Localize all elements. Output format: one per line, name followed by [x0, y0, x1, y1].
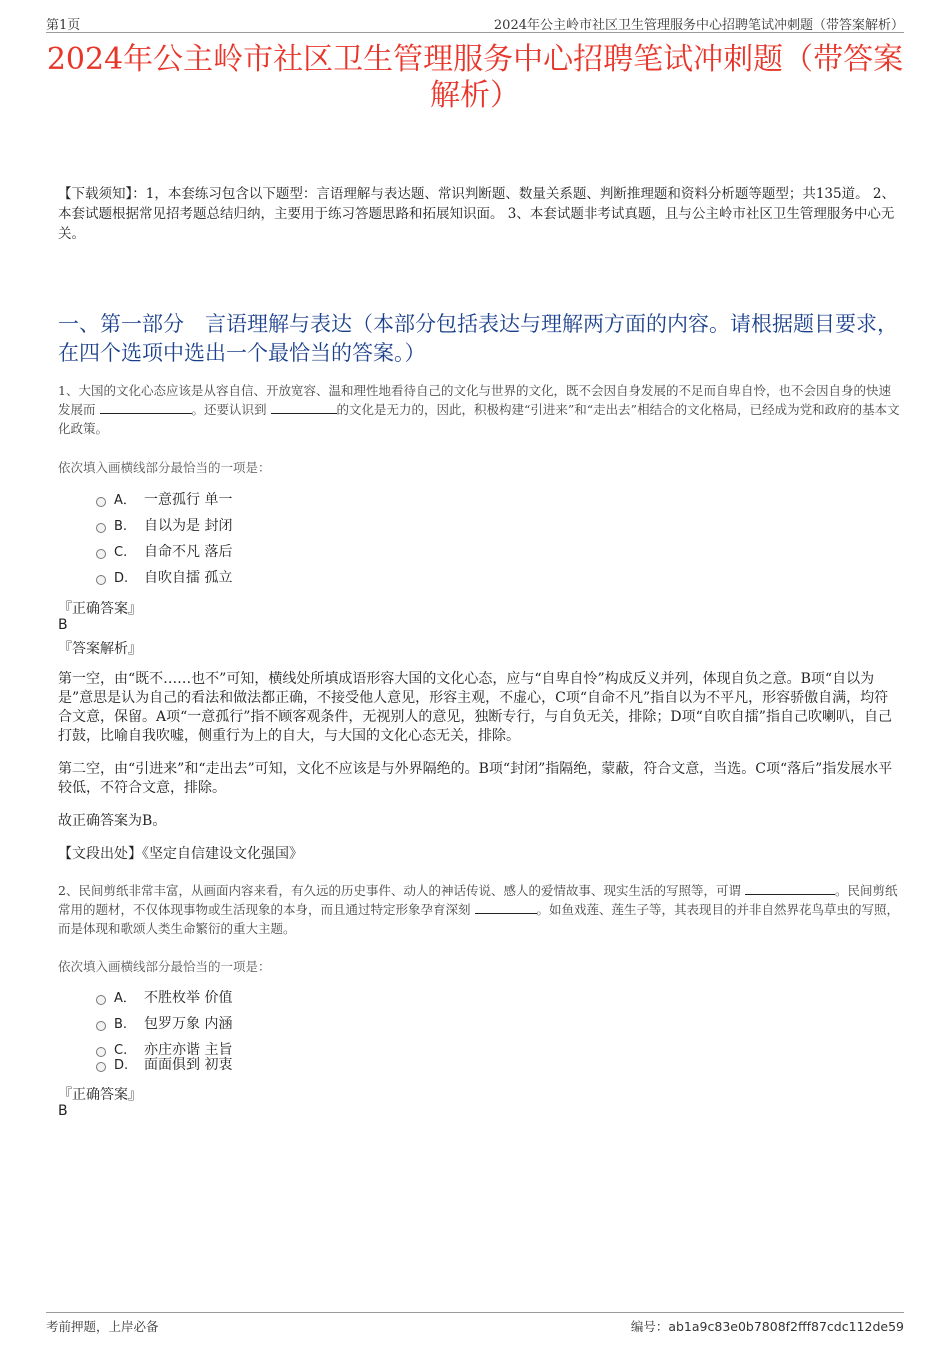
analysis-label: 『答案解析』	[58, 641, 142, 657]
answer-label: 『正确答案』	[58, 1087, 142, 1103]
question-1-option-d[interactable]: D. 自吹自擂 孤立	[96, 568, 232, 588]
question-1-option-b[interactable]: B. 自以为是 封闭	[96, 516, 232, 536]
question-2-option-c[interactable]: C. 亦庄亦谐 主旨	[96, 1040, 232, 1060]
page-footer	[46, 1312, 904, 1335]
analysis-paragraph: 第一空，由“既不……也不”可知，横线处所填成语形容大国的文化心态，应与“自卑自怜”构成反义并列，体现自负之意。B项“自以为是”意思是认为自己的看法和做法都正确，不接受他人意见，形容主观，不虚心，C项“自命不凡”指自以为不平凡，形容骄傲自满，均符合文意，保留。A项“一意孤行”指不顾客观条件，无视别人的意见，独断专行，与自负无关，排除；D项“自吹自擂”指自己吹喇叭，自己打鼓，比喻自我吹嘘，侧重行为上的自大，与大国的文化心态无关，排除。	[58, 671, 892, 744]
download-notice: 【下载须知】：1，本套练习包含以下题型：言语理解与表达题、常识判断题、数量关系题、判断推理题和资料分析题等题型；共135道。 2、本套试题根据常见招考题总结归纳，主要用于练习答题思路和拓展知识面。 3、本套试题非考试真题，且与公主岭市社区卫生管理服务中心无关。	[58, 186, 895, 242]
radio-icon[interactable]	[96, 1062, 106, 1072]
document-code: ab1a9c83e0b7808f2fff87cdc112de59	[668, 1319, 904, 1334]
analysis-conclusion: 故正确答案为B。	[58, 813, 167, 829]
radio-icon[interactable]	[96, 1021, 106, 1031]
question-1-option-a[interactable]: A． 一意孤行 单一	[96, 490, 232, 510]
question-2-option-d[interactable]: D. 面面俱到 初衷	[96, 1055, 232, 1075]
question-2-option-a[interactable]: A． 不胜枚举 价值	[96, 988, 232, 1008]
source-citation: 【文段出处】《坚定自信建设文化强国》	[58, 846, 303, 862]
question-1-stem: 1、大国的文化心态应该是从容自信、开放宽容、温和理性地看待自己的文化与世界的文化，既不会因自身发展的不足而自卑自怜，也不会因自身的快速发展而 。还要认识到 的文化是无力的，因此，积极构建“引进来”和“走出去”相结合的文化格局，已经成为党和政府的基本文化政策。	[58, 383, 900, 436]
question-2-stem: 2、民间剪纸非常丰富，从画面内容来看，有久远的历史事件、动人的神话传说、感人的爱情故事、现实生活的写照等，可谓 。民间剪纸常用的题材，不仅体现事物或生活现象的本身，而且通过特定形象孕育深刻 。如鱼戏莲、莲生子等，其表现目的并非自然界花鸟草虫的写照，而是体现和歌颂人类生命繁衍的重大主题。	[58, 883, 900, 936]
footer-slogan: 考前押题，上岸必备	[46, 1319, 159, 1334]
answer-blank	[475, 901, 537, 914]
radio-icon[interactable]	[96, 523, 106, 533]
radio-icon[interactable]	[96, 497, 106, 507]
answer-label: 『正确答案』	[58, 601, 142, 617]
radio-icon[interactable]	[96, 575, 106, 585]
section-heading: 一、第一部分 言语理解与表达（本部分包括表达与理解两方面的内容。请根据题目要求，在四个选项中选出一个最恰当的答案。）	[58, 312, 898, 365]
answer-value: B	[58, 617, 68, 633]
answer-blank	[745, 882, 835, 895]
answer-blank	[271, 401, 337, 414]
question-2-instruction: 依次填入画横线部分最恰当的一项是：	[58, 959, 271, 974]
answer-blank	[100, 401, 192, 414]
radio-icon[interactable]	[96, 549, 106, 559]
page-header	[46, 12, 904, 33]
radio-icon[interactable]	[96, 995, 106, 1005]
question-1-instruction: 依次填入画横线部分最恰当的一项是：	[58, 460, 271, 475]
page-number: 第1页	[46, 18, 81, 33]
document-title: 2024年公主岭市社区卫生管理服务中心招聘笔试冲刺题（带答案解析）	[46, 42, 904, 113]
footer-id: 编号：ab1a9c83e0b7808f2fff87cdc112de59	[630, 1319, 904, 1334]
analysis-paragraph: 第二空，由“引进来”和“走出去”可知，文化不应该是与外界隔绝的。B项“封闭”指隔绝，蒙蔽，符合文意，当选。C项“落后”指发展水平较低，不符合文意，排除。	[58, 761, 893, 796]
header-doc-title: 2024年公主岭市社区卫生管理服务中心招聘笔试冲刺题（带答案解析）	[493, 18, 904, 33]
question-1-option-c[interactable]: C. 自命不凡 落后	[96, 542, 232, 562]
question-2-option-b[interactable]: B. 包罗万象 内涵	[96, 1014, 232, 1034]
answer-value: B	[58, 1103, 68, 1119]
